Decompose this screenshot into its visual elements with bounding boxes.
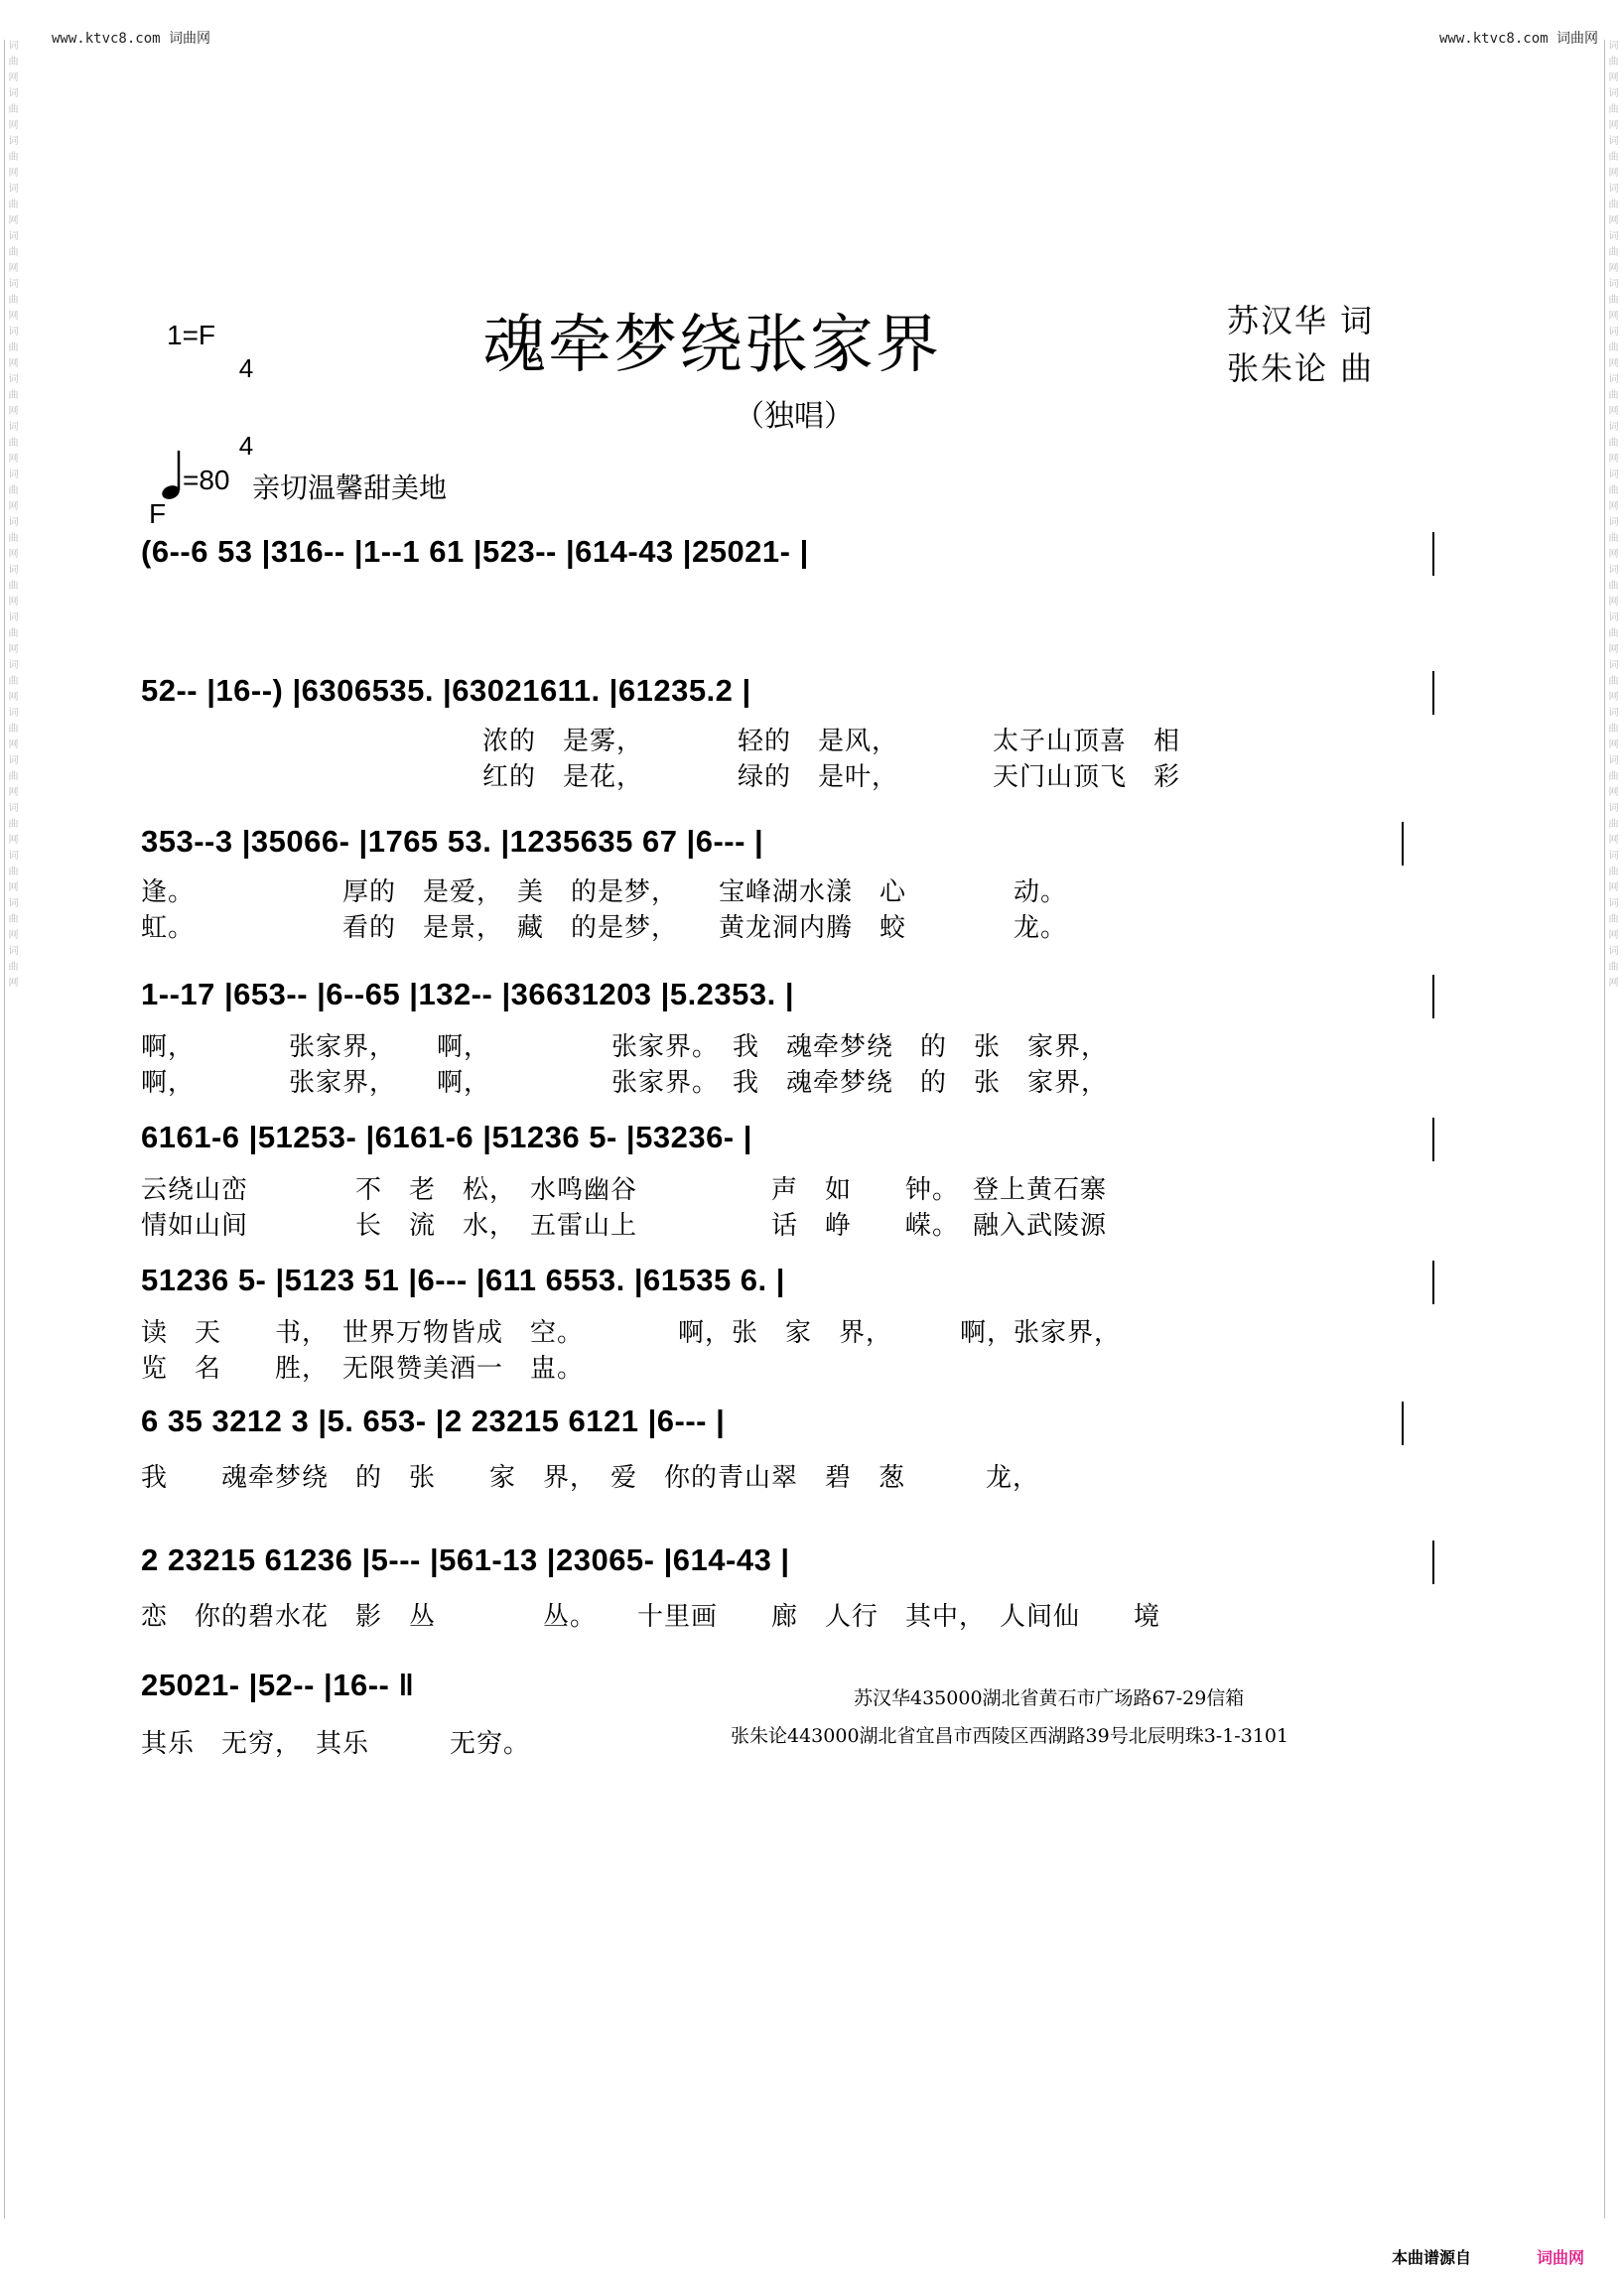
time-signature: [234, 304, 258, 484]
lyricist-credit: 苏汉华 词: [1227, 302, 1375, 339]
time-signature-bottom: 4: [238, 431, 254, 461]
score-line-6-notes: 51236 5- |5123 51 |6--- |611 6553. |61535 6. |: [141, 1263, 785, 1297]
score-line-5-notes: 6161-6 |51253- |6161-6 |51236 5- |53236- |: [141, 1120, 752, 1154]
footer-site-link[interactable]: 词曲网: [1537, 2248, 1585, 2267]
score-line-3-lyrics-verse1: 逢。 厚的 是爱， 美 的是梦， 宝峰湖水漾 心 动。: [141, 877, 1068, 907]
barline: [1402, 1402, 1404, 1445]
score-line-2-lyrics-verse1: 浓的 是雾， 轻的 是风， 太子山顶喜 相: [482, 727, 1181, 756]
score-line-6-lyrics-verse2: 览 名 胜， 无限赞美酒一 盅。: [141, 1354, 585, 1384]
barline: [1432, 671, 1434, 715]
score-line-3-lyrics-verse2: 虹。 看的 是景， 藏 的是梦， 黄龙洞内腾 蛟 龙。: [141, 913, 1068, 943]
footer-source-label: 本曲谱源自: [1392, 2248, 1472, 2267]
score-line-7-lyrics: 我 魂牵梦绕 的 张 家 界， 爱 你的青山翠 碧 葱 龙，: [141, 1463, 1040, 1493]
barline: [1432, 1261, 1434, 1304]
song-subtitle: （独唱）: [735, 399, 854, 434]
tempo-expression: 亲切温馨甜美地: [252, 471, 448, 504]
right-watermark-strip: 词曲网词曲网词曲网词曲网词曲网词曲网词曲网词曲网词曲网词曲网词曲网词曲网词曲网词曲网词曲网词曲网词曲网词曲网词曲网词曲网: [1604, 40, 1619, 2218]
score-line-1-notes: (6--6 53 |316-- |1--1 61 |523-- |614-43 |25021- |: [141, 534, 809, 569]
composer-credit: 张朱论 曲: [1227, 349, 1375, 387]
score-line-4-lyrics-verse2: 啊， 张家界， 啊， 张家界。 我 魂牵梦绕 的 张 家界，: [141, 1068, 1109, 1098]
score-line-8-lyrics: 恋 你的碧水花 影 丛 丛。 十里画 廊 人行 其中， 人间仙 境: [141, 1602, 1161, 1632]
score-line-7-notes: 6 35 3212 3 |5. 653- |2 23215 6121 |6--- |: [141, 1404, 726, 1438]
tempo-value: =80: [183, 465, 230, 495]
address-lyricist: 苏汉华435000湖北省黄石市广场路67-29信箱: [854, 1687, 1245, 1709]
site-header-right[interactable]: www.ktvc8.com 词曲网: [1439, 31, 1599, 47]
score-line-6-lyrics-verse1: 读 天 书， 世界万物皆成 空。 啊，张 家 界， 啊，张家界，: [141, 1318, 1122, 1348]
chord-symbol: F: [149, 498, 167, 529]
barline: [1432, 975, 1434, 1018]
score-line-8-notes: 2 23215 61236 |5--- |561-13 |23065- |614-43 |: [141, 1542, 790, 1577]
key-signature: 1=F: [167, 320, 216, 350]
barline: [1432, 532, 1434, 576]
score-line-5-lyrics-verse2: 情如山间 长 流 水， 五雷山上 话 峥 嵘。 融入武陵源: [141, 1211, 1108, 1241]
score-line-5-lyrics-verse1: 云绕山峦 不 老 松， 水鸣幽谷 声 如 钟。 登上黄石寨: [141, 1175, 1108, 1205]
barline: [1432, 1118, 1434, 1161]
address-composer: 张朱论443000湖北省宜昌市西陵区西湖路39号北辰明珠3-1-3101: [731, 1725, 1289, 1747]
left-watermark-strip: 词曲网词曲网词曲网词曲网词曲网词曲网词曲网词曲网词曲网词曲网词曲网词曲网词曲网词曲网词曲网词曲网词曲网词曲网词曲网词曲网: [4, 40, 19, 2218]
score-line-2-lyrics-verse2: 红的 是花， 绿的 是叶， 天门山顶飞 彩: [482, 762, 1181, 792]
song-title: 魂牵梦绕张家界: [482, 309, 941, 382]
score-line-9-lyrics: 其乐 无穷， 其乐 无穷。: [141, 1729, 531, 1759]
barline: [1432, 1541, 1434, 1584]
score-line-4-lyrics-verse1: 啊， 张家界， 啊， 张家界。 我 魂牵梦绕 的 张 家界，: [141, 1032, 1109, 1062]
barline: [1402, 822, 1404, 866]
time-signature-top: 4: [238, 353, 254, 383]
score-line-4-notes: 1--17 |653-- |6--65 |132-- |36631203 |5.2353. |: [141, 977, 795, 1011]
score-line-3-notes: 353--3 |35066- |1765 53. |1235635 67 |6--- |: [141, 824, 764, 859]
score-line-9-notes: 25021- |52-- |16-- ‖: [141, 1668, 415, 1702]
score-line-2-notes: 52-- |16--) |6306535. |63021611. |61235.2 |: [141, 673, 751, 708]
site-header-left[interactable]: www.ktvc8.com 词曲网: [52, 31, 211, 47]
